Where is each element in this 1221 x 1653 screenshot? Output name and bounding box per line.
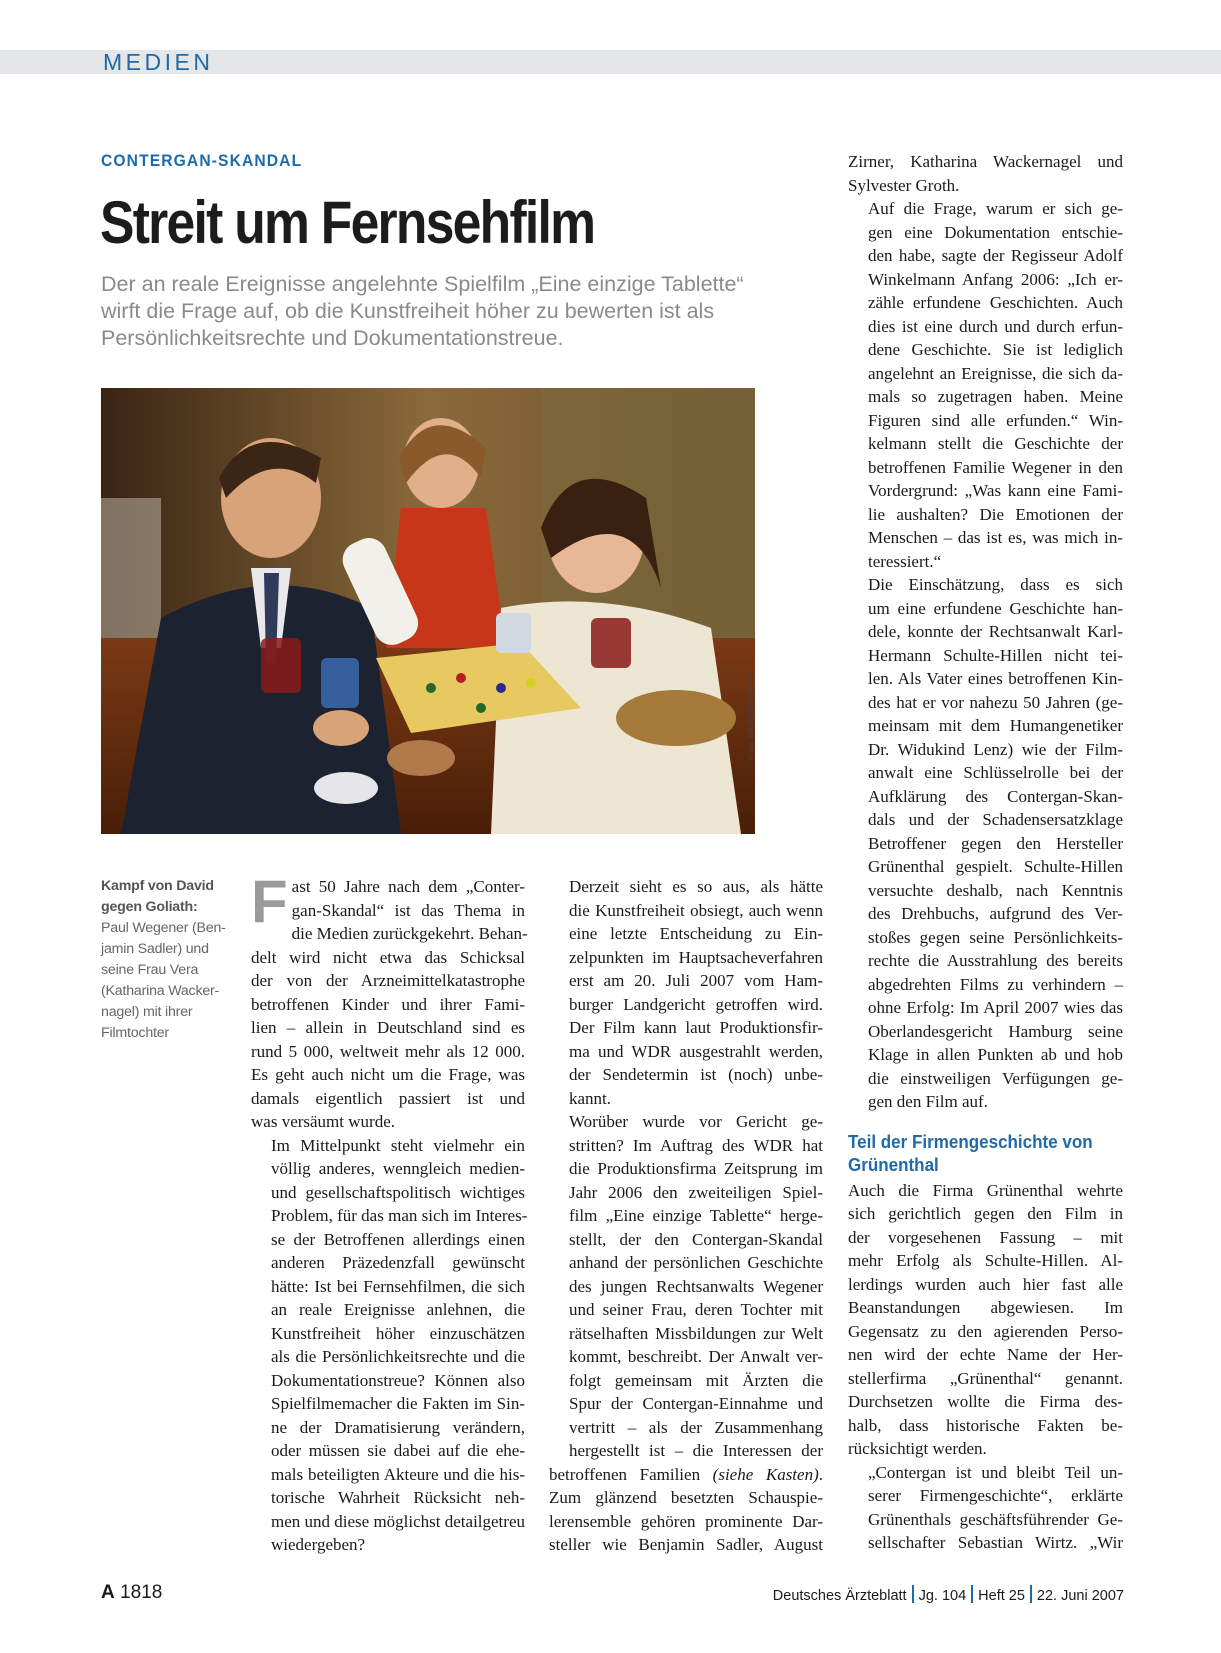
- caption-line: (Katharina Wacker-: [101, 983, 220, 999]
- lead-line: Der an reale Ereignisse angelehnte Spielfilm „Eine einzige Tablette“: [101, 272, 744, 296]
- text-line: der von der Arzneimittelkatastrophe: [251, 971, 525, 990]
- page-number: A 1818: [101, 1582, 163, 1603]
- text-line: Zum glänzend besetzten Schauspie-: [549, 1488, 823, 1507]
- text-line: mehr Erfolg als Schulte-Hillen. Al-: [848, 1251, 1123, 1270]
- text-line: halb, dass historische Fakten be-: [848, 1415, 1123, 1435]
- text-line: anhand der persönlichen Geschichte: [569, 1253, 823, 1272]
- caption-line: Paul Wegener (Ben-: [101, 920, 226, 936]
- article-kicker: CONTERGAN-SKANDAL: [101, 151, 303, 170]
- text-line: ma und WDR ausgestrahlt werden,: [569, 1041, 823, 1061]
- journal-volume: Jg. 104: [918, 1588, 967, 1604]
- text-line: kannt.: [569, 1088, 612, 1108]
- article-headline: Streit um Fernsehfilm: [100, 189, 595, 256]
- text-line: dene Geschichte. Sie ist lediglich: [868, 340, 1123, 359]
- text-line: Spur der Contergan-Einnahme und: [569, 1394, 823, 1413]
- text-line: rund 5 000, weltweit mehr als 12 000.: [251, 1041, 525, 1061]
- subhead-line: Teil der Firmengeschichte von: [848, 1130, 1093, 1152]
- text-line: die Produktionsfirma Zeitsprung im: [569, 1159, 823, 1178]
- text-line: Beanstandungen abgewiesen. Im: [848, 1298, 1123, 1317]
- text-line: Winkelmann Anfang 2006: „Ich er-: [868, 269, 1123, 289]
- journal-date: 22. Juni 2007: [1036, 1588, 1124, 1604]
- text-line: Grünenthals geschäftsführender Ge-: [868, 1509, 1123, 1529]
- journal-name: Deutsches Ärzteblatt: [772, 1588, 907, 1604]
- text-line: und seiner Frau, deren Tochter mit: [569, 1300, 823, 1319]
- text-line: Klage in allen Punkten ab und hob: [868, 1045, 1123, 1064]
- caption-title-line: gegen Goliath:: [101, 899, 198, 915]
- text-line: als die Persönlichkeitsrechte und die: [271, 1347, 525, 1366]
- text-line: an reale Ereignisse anlehnen, die: [271, 1300, 525, 1319]
- text-line: abgedrehten Films zu verhindern –: [868, 974, 1123, 994]
- lead-line: wirft die Frage auf, ob die Kunstfreiheit höher zu bewerten ist als: [101, 299, 715, 323]
- text-line: Problem, für das man sich im Interes-: [271, 1206, 528, 1225]
- subhead-line: Grünenthal: [848, 1153, 939, 1175]
- text-line: lien – allein in Deutschland sind es: [251, 1018, 525, 1037]
- text-line: Gegensatz zu den agierenden Perso-: [848, 1321, 1123, 1341]
- text-line: Durchsetzen wollte die Firma des-: [848, 1392, 1123, 1411]
- journal-issue: Heft 25: [978, 1588, 1025, 1604]
- caption-line: nagel) mit ihrer: [101, 1004, 193, 1020]
- text-line: Dr. Widukind Lenz) wie der Film-: [868, 739, 1123, 759]
- text-line: des Drehbuchs, aufgrund des Ver-: [868, 904, 1123, 923]
- text-line: Betroffener gegen den Hersteller: [868, 833, 1123, 853]
- text-line: den habe, sagte der Regisseur Adolf: [868, 246, 1123, 265]
- body-column-3: [848, 150, 1123, 1555]
- caption-line: jamin Sadler) und: [101, 941, 209, 957]
- text-line: Kunstfreiheit höher einzuschätzen: [271, 1323, 525, 1343]
- text-line: versuchte deshalb, nach Kenntnis: [868, 880, 1123, 900]
- text-line: steller wie Benjamin Sadler, August: [549, 1535, 823, 1554]
- text-line: Hermann Schulte-Hillen nicht tei-: [868, 645, 1123, 665]
- text-line: der Sendetermin ist (noch) unbe-: [569, 1065, 823, 1084]
- text-line: Im Mittelpunkt steht vielmehr ein: [271, 1135, 525, 1155]
- text-line: die einstweiligen Verfügungen ge-: [868, 1068, 1123, 1088]
- text-line: Es geht auch nicht um die Frage, was: [251, 1065, 525, 1084]
- text-line: Auch die Firma Grünenthal wehrte: [848, 1180, 1123, 1200]
- text-line: betroffenen Familie Wegener in den: [868, 457, 1123, 477]
- text-line: ast 50 Jahre nach dem „Conter-: [291, 877, 525, 896]
- text-line: gan-Skandal“ ist das Thema in: [291, 900, 525, 920]
- text-line: Zirner, Katharina Wackernagel und: [848, 152, 1123, 171]
- text-line: stellt, der den Contergan-Skandal: [569, 1229, 823, 1249]
- text-line: dies ist eine durch und durch erfun-: [868, 316, 1123, 336]
- text-line: Menschen – das ist es, was mich in-: [868, 528, 1123, 547]
- text-line: völlig anderes, wenngleich medien-: [271, 1159, 525, 1178]
- paragraph: [251, 922, 528, 1134]
- text-line: um eine erfundene Geschichte han-: [868, 598, 1123, 618]
- paragraph: [848, 1179, 1123, 1461]
- text-line: angelehnt an Ereignisse, die sich da-: [868, 363, 1123, 383]
- text-line: Oberlandesgericht Hamburg seine: [868, 1021, 1123, 1041]
- photo-illustration: [101, 388, 755, 834]
- article-photo: [101, 388, 755, 834]
- text-line: men und diese möglichst detailgetreu: [271, 1511, 525, 1531]
- text-line: teressiert.“: [868, 551, 942, 571]
- text-line: zelpunkten im Hauptsacheverfahren: [569, 947, 823, 967]
- text-line: Jahr 2006 den zweiteiligen Spiel-: [569, 1182, 823, 1202]
- text-line: rücksichtigt werden.: [848, 1439, 987, 1458]
- text-line: rätselhaften Missbildungen zur Welt: [569, 1323, 823, 1343]
- lead-line: Persönlichkeitsrechte und Dokumentationstreue.: [101, 326, 564, 350]
- text-line: mals beteiligten Akteure und die his-: [271, 1464, 525, 1484]
- text-line: erst am 20. Juli 2007 vom Ham-: [569, 971, 823, 990]
- text-line: Vordergrund: „Was kann eine Fami-: [868, 481, 1123, 500]
- text-line: die Medien zurückgekehrt. Behan-: [291, 924, 528, 943]
- text-line: ne der Dramatisierung verändern,: [271, 1417, 525, 1437]
- text-line: burger Landgericht getroffen wird.: [569, 994, 823, 1014]
- text-line: vertritt – als der Zusammenhang: [569, 1417, 823, 1437]
- text-line: stellerfirma „Grünenthal“ genannt.: [848, 1368, 1123, 1388]
- text-line: film „Eine einzige Tablette“ herge-: [569, 1206, 823, 1225]
- text-line: Der Film kann laut Produktionsfir-: [569, 1018, 823, 1037]
- text-line: gen eine Dokumentation entschie-: [868, 222, 1123, 242]
- text-line: Die Einschätzung, dass es sich: [868, 575, 1123, 594]
- text-line: zähle erfundene Geschichten. Auch: [868, 293, 1123, 312]
- text-line: Auf die Frage, warum er sich ge-: [868, 199, 1123, 218]
- text-line: sich gerichtlich gegen den Film in: [848, 1204, 1123, 1223]
- text-line: Dokumentationstreue? Können also: [271, 1370, 525, 1390]
- caption-line: seine Frau Vera: [101, 962, 199, 978]
- body-column-1: [251, 868, 528, 1557]
- text-line: des hat er vor nahezu 50 Jahren (ge-: [868, 692, 1123, 712]
- text-line: torische Wahrheit Rücksicht neh-: [271, 1488, 525, 1507]
- text-line: Spielfilmemacher die Fakten im Sin-: [271, 1394, 525, 1413]
- text-line: wiedergeben?: [271, 1535, 366, 1554]
- paragraph: [848, 573, 1123, 1114]
- text-line: anderen Präzedenzfall gewünscht: [271, 1253, 525, 1272]
- cross-reference: (siehe Kasten): [712, 1464, 819, 1484]
- text-line: len. Als Vater eines betroffenen Kin-: [868, 669, 1123, 688]
- paragraph: [549, 1110, 823, 1463]
- text-line: damals eigentlich passiert ist und: [251, 1088, 525, 1108]
- text-line: hergestellt ist – die Interessen der: [569, 1441, 823, 1460]
- text-line: Figuren sind alle erfunden.“ Win-: [868, 410, 1123, 430]
- text-line: der vorgesehenen Fassung – mit: [848, 1227, 1123, 1247]
- text-line: und gesellschaftspolitisch wichtiges: [271, 1182, 525, 1202]
- text-line: stritten? Im Auftrag des WDR hat: [569, 1135, 823, 1155]
- drop-cap: F: [251, 868, 288, 935]
- text-line: dele, konnte der Rechtsanwalt Karl-: [868, 622, 1123, 641]
- paragraph: [251, 1134, 528, 1557]
- body-column-2: [549, 875, 823, 1557]
- section-label: MEDIEN: [103, 49, 214, 75]
- text-line: Grünenthal gespielt. Schulte-Hillen: [868, 857, 1123, 876]
- text-line: rechte die Ausstrahlung des bereits: [868, 951, 1123, 970]
- text-line: hätte: Ist bei Fernsehfilmen, die sich: [271, 1276, 525, 1296]
- journal-info: [773, 1585, 1124, 1604]
- caption-line: Filmtochter: [101, 1025, 169, 1041]
- paragraph: [848, 150, 1123, 197]
- text-line: sellschafter Sebastian Wirtz. „Wir: [868, 1533, 1123, 1552]
- text-line: mals so zugetragen haben. Meine: [868, 387, 1123, 406]
- text-line: gen den Film auf.: [868, 1092, 988, 1111]
- text-line: was versäumt wurde.: [251, 1112, 395, 1131]
- article-lead: [101, 271, 801, 352]
- paragraph: [848, 197, 1123, 573]
- paragraph: [848, 1461, 1123, 1555]
- text-line: dals und der Schadensersatzklage: [868, 810, 1123, 829]
- text-line: nen wird der echte Name der Her-: [848, 1345, 1123, 1364]
- text-line: delt wird nicht etwa das Schicksal: [251, 947, 525, 967]
- text-line: meinsam mit dem Humangenetiker: [868, 716, 1123, 735]
- text-line: Derzeit sieht es so aus, als hätte: [569, 877, 823, 896]
- text-line: kelmann stellt die Geschichte der: [868, 434, 1123, 453]
- text-line: lerensemble gehören prominente Dar-: [549, 1511, 823, 1531]
- paragraph: [549, 1486, 823, 1557]
- caption-title-line: Kampf von David: [101, 878, 214, 894]
- text-line: betroffenen Kinder und ihrer Fami-: [251, 994, 525, 1014]
- text-line: serer Firmengeschichte“, erklärte: [868, 1486, 1123, 1505]
- text-line: folgt gemeinsam mit Ärzten die: [569, 1370, 823, 1390]
- text-line: ohne Erfolg: Im April 2007 wies das: [868, 998, 1123, 1017]
- text-line: Worüber wurde vor Gericht ge-: [569, 1112, 823, 1131]
- photo-credit: Foto: WDR/Willi Weber: [746, 672, 756, 760]
- text-line: die Kunstfreiheit obsiegt, auch wenn: [569, 900, 823, 920]
- text-line: eine letzte Entscheidung zu Ein-: [569, 924, 823, 943]
- photo-caption: [101, 876, 229, 1044]
- text-line: lerdings wurden auch hier fast alle: [848, 1274, 1123, 1294]
- text-line: Sylvester Groth.: [848, 175, 960, 195]
- text-line: oder müssen sie dabei auf die ehe-: [271, 1441, 525, 1460]
- section-subhead: [848, 1130, 1101, 1176]
- text-line: stoßes gegen seine Persönlichkeits-: [868, 927, 1123, 947]
- text-line: anwalt eine Schlüsselrolle bei der: [868, 763, 1123, 782]
- paragraph: [549, 875, 823, 1110]
- text-line: Aufklärung des Contergan-Skan-: [868, 786, 1123, 806]
- text-line: „Contergan ist und bleibt Teil un-: [868, 1462, 1123, 1482]
- text-line: betroffenen Familien (siehe Kasten).: [549, 1464, 823, 1484]
- text-line: kommt, beschreibt. Der Anwalt ver-: [569, 1347, 823, 1366]
- text-line: lie aushalten? Die Emotionen der: [868, 504, 1123, 524]
- text-line: se der Betroffenen allerdings einen: [271, 1229, 525, 1249]
- text-line: des jungen Rechtsanwalts Wegener: [569, 1276, 823, 1296]
